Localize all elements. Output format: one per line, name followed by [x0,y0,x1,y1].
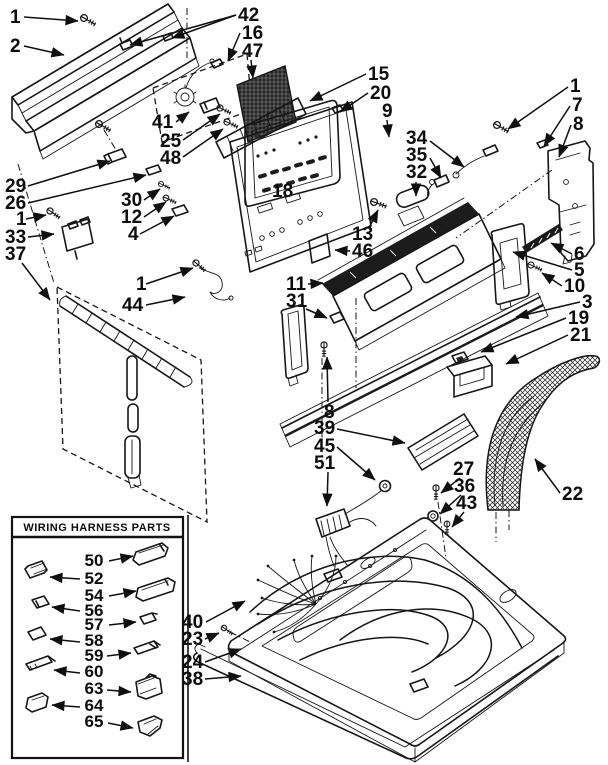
wiring-item-number: 50 [84,551,104,570]
callout-27: 27 [453,459,475,480]
wiring-harness-parts-box [12,515,188,762]
callout-8-mid: 8 [324,402,335,423]
wiring-item-number: 54 [84,586,104,605]
callout-31: 31 [286,291,308,312]
screw [223,116,238,131]
console-end-cap-right [491,224,529,310]
callout-4: 4 [128,224,139,245]
connector-part [136,578,175,601]
wiring-item-number: 64 [84,696,104,715]
wiring-box-title: WIRING HARNESS PARTS [23,522,171,534]
connector-part [134,641,160,654]
callout-37: 37 [5,244,27,265]
callout-44: 44 [122,295,144,316]
callout-6: 6 [574,244,585,265]
callout-1-left: 1 [16,209,27,230]
connector-part [140,613,157,624]
callout-18: 18 [272,181,294,202]
screw [80,12,96,28]
callout-41: 41 [152,112,174,133]
callout-20: 20 [370,83,392,104]
callout-24: 24 [182,652,204,673]
callout-29: 29 [5,176,27,197]
screw [46,206,60,220]
callout-11: 11 [286,274,307,295]
callout-30: 30 [121,190,143,211]
callout-42: 42 [238,5,260,26]
connector-part [133,543,168,565]
wiring-item-number: 63 [84,679,104,698]
screw [315,341,332,358]
wiring-item-number: 59 [84,646,104,665]
clip-and-support-bracket [447,352,492,397]
wiring-item-number: 65 [84,712,104,731]
callout-1-right: 1 [570,76,581,97]
callout-23: 23 [182,629,204,650]
callout-8-right: 8 [573,114,584,135]
callout-2: 2 [10,36,21,57]
screw [527,259,542,274]
callout-33: 33 [5,227,27,248]
connector-part [28,627,46,640]
wiring-item-number: 52 [84,569,104,588]
callout-1: 1 [10,7,21,28]
wiring-harness [250,555,522,692]
grille-panel [486,356,599,542]
callout-34: 34 [406,128,428,149]
callout-38: 38 [182,669,204,690]
screw [493,119,509,135]
callout-9: 9 [382,101,393,122]
switch-and-clips-cluster [46,12,238,259]
screw [221,624,233,636]
callout-7: 7 [572,95,583,116]
callout-5: 5 [574,260,585,281]
terminal-pin-part [26,656,55,670]
callout-15: 15 [368,64,390,85]
callout-26: 26 [5,193,27,214]
callout-40: 40 [182,612,204,633]
hatched-strip [524,227,561,250]
callout-1-mid: 1 [136,274,147,295]
callout-39: 39 [314,418,336,439]
ground-wire [193,259,233,300]
callout-3: 3 [582,292,593,313]
side-panel-dashed [18,164,207,522]
connector-part [32,596,49,608]
screw [369,195,387,213]
wiring-item-number: 58 [84,631,104,650]
callout-21: 21 [570,325,592,346]
callout-45: 45 [314,436,336,457]
callout-36: 36 [454,476,476,497]
callout-35: 35 [406,145,428,166]
callout-19: 19 [568,308,590,329]
wiring-item-number: 56 [84,601,104,620]
wiring-item-number: 57 [84,615,104,634]
callout-32: 32 [406,162,428,183]
callout-12: 12 [121,207,143,228]
callout-13: 13 [352,224,374,245]
screw [162,192,176,207]
wiring-item-number: 60 [84,662,104,681]
callout-43: 43 [456,493,478,514]
connector-part [26,693,48,712]
callout-10: 10 [564,276,586,297]
screw [95,118,111,134]
callout-51: 51 [314,453,336,474]
console-end-cap-left [281,305,344,386]
callout-22: 22 [562,484,584,505]
connector-part [136,674,162,699]
callout-48: 48 [160,148,182,169]
callout-25: 25 [160,131,182,152]
callout-47: 47 [242,41,264,62]
callout-16: 16 [242,23,264,44]
callout-46: 46 [352,241,374,262]
